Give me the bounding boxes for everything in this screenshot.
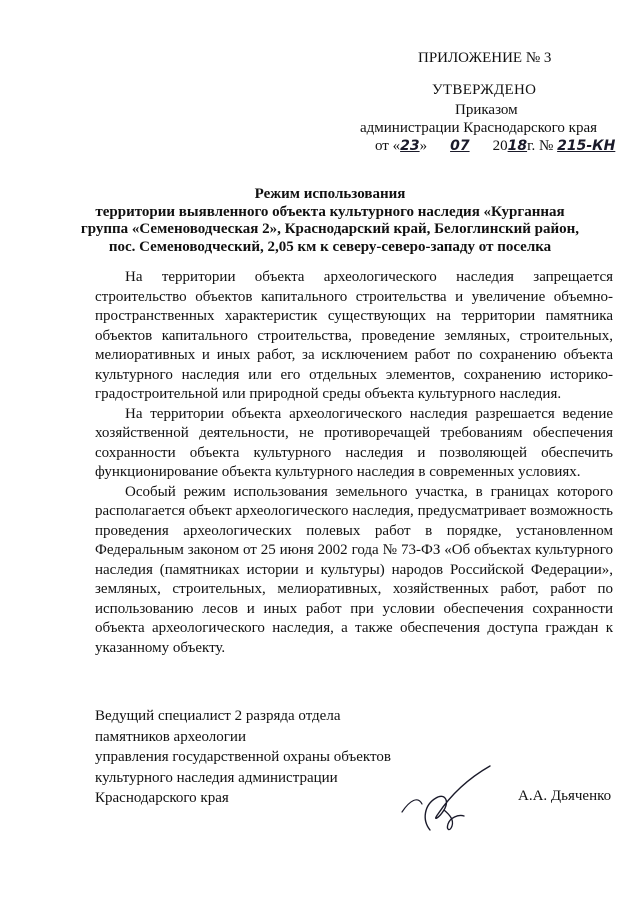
body-paragraph: На территории объекта археологического наследия разрешается ведение хозяйственной деятельности, не противоречащей требованиям обеспечения сохранности объекта культурного наследия и позволяющей обеспечить функционирование объекта культурного наследия в современных условиях. bbox=[95, 405, 613, 480]
signatory-position bbox=[95, 706, 425, 809]
appendix-label: ПРИЛОЖЕНИЕ № 3 bbox=[418, 50, 552, 66]
date-month: 07 bbox=[450, 138, 470, 154]
date-prefix: от « bbox=[375, 138, 401, 154]
document-title bbox=[80, 186, 580, 256]
title-line: территории выявленного объекта культурного наследия «Курганная bbox=[95, 203, 565, 220]
date-sep: » bbox=[419, 138, 428, 154]
title-line: группа «Семеноводческая 2», Краснодарский край, Белоглинский район, bbox=[80, 221, 580, 237]
date-year-suffix: 18 bbox=[507, 138, 528, 154]
position-line: Ведущий специалист 2 разряда отдела bbox=[95, 708, 341, 724]
order-number: 215-КН bbox=[557, 138, 616, 154]
handwritten-signature bbox=[392, 760, 502, 840]
title-line: пос. Семеноводческий, 2,05 км к северу-северо-западу от поселка bbox=[108, 238, 552, 255]
body-paragraph: Особый режим использования земельного участка, в границах которого располагается объект археологического наследия, предусматривает возможность проведения археологических полевых работ в порядке, установленном Федеральным законом от 25 июня 2002 года № 73-ФЗ «Об объектах культурного наследия (памятниках истории и культуры) народов Российской Федерации», земляных, строительных, мелиоративных, хозяйственных работ, работ по использованию лесов и иных работ при условии обеспечения сохранности объекта археологического наследия, а также обеспечения доступа граждан к указанному объекту. bbox=[95, 483, 613, 656]
body-paragraph: На территории объекта археологического наследия запрещается строительство объектов капитального строительства и увеличение объемно-пространственных характеристик существующих на территории памятника объектов капитального строительства, проведение земляных, строительных, мелиоративных и иных работ, за исключением работ по сохранению объекта культурного наследия или его отдельных элементов, сохранению историко-градостроительной или природной среды объекта культурного наследия. bbox=[95, 269, 613, 402]
date-year-end: г. № bbox=[527, 138, 554, 154]
date-year-prefix: 20 bbox=[492, 138, 508, 154]
order-date-line bbox=[375, 138, 615, 155]
signatory-name: А.А. Дьяченко bbox=[518, 788, 612, 804]
position-line: памятников археологии bbox=[95, 728, 246, 745]
document-body bbox=[95, 268, 613, 658]
administration-label: администрации Краснодарского края bbox=[360, 120, 598, 136]
position-line: культурного наследия администрации bbox=[95, 769, 338, 786]
date-day: 23 bbox=[400, 138, 420, 154]
approved-label: УТВЕРЖДЕНО bbox=[432, 82, 537, 98]
order-label: Приказом bbox=[455, 102, 518, 118]
position-line: управления государственной охраны объектов bbox=[95, 749, 391, 765]
title-line: Режим использования bbox=[254, 186, 406, 202]
position-line: Краснодарского края bbox=[95, 790, 229, 806]
